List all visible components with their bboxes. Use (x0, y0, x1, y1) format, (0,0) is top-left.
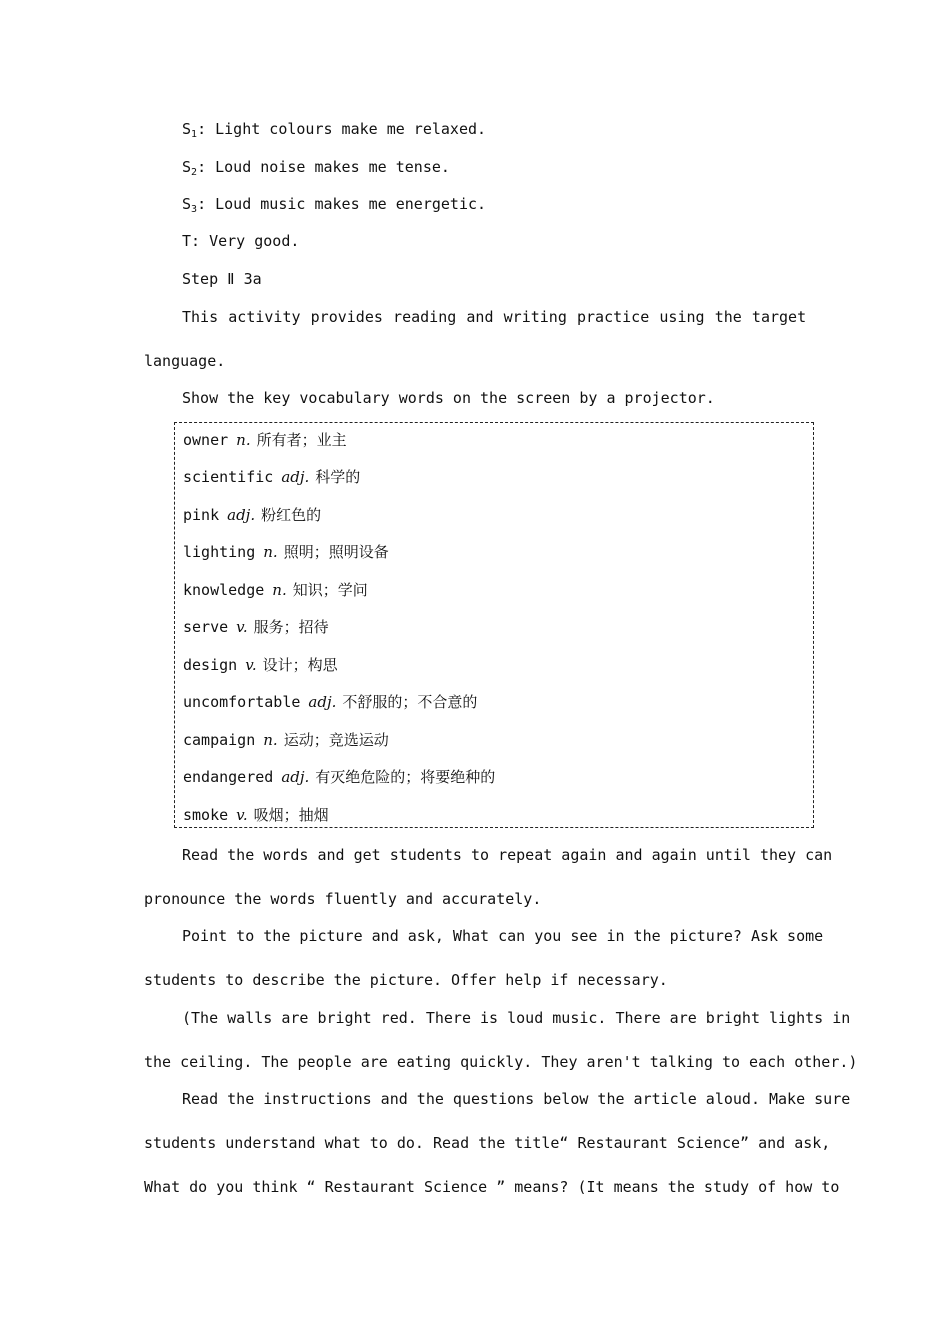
word: activity (228, 308, 301, 326)
vocab-word: scientific (183, 468, 274, 486)
vocab-entry (183, 467, 360, 487)
dialogue-text: : Loud music makes me energetic. (197, 195, 487, 213)
step-heading: Step Ⅱ 3a (182, 270, 262, 288)
vocab-pos: v. (236, 806, 248, 824)
instructions-line-3: What do you think “ Restaurant Science ” means? (It means the study of how to (144, 1178, 840, 1196)
vocab-word: knowledge (183, 581, 265, 599)
activity-line-2: language. (144, 352, 226, 370)
teacher-line: T: Very good. (182, 232, 300, 250)
speaker-label: S (182, 158, 192, 176)
dialogue-line-s3 (182, 194, 486, 217)
vocab-entry (183, 805, 329, 825)
picture-description-line-2: the ceiling. The people are eating quickly. They aren't talking to each other.) (144, 1053, 858, 1071)
vocab-pos: adj. (308, 693, 337, 711)
word: using (659, 308, 705, 326)
vocab-meaning: 吸烟；抽烟 (253, 806, 329, 824)
word: target (751, 308, 807, 326)
vocab-pos: v. (245, 656, 257, 674)
vocab-word: serve (183, 618, 229, 636)
dialogue-line-s2 (182, 157, 450, 180)
show-vocab-instruction: Show the key vocabulary words on the screen by a projector. (182, 389, 715, 407)
point-picture-line-1: Point to the picture and ask, What can you see in the picture? Ask some (182, 927, 824, 945)
vocab-word: design (183, 656, 238, 674)
vocab-pos: adj. (281, 468, 310, 486)
word: and (466, 308, 494, 326)
point-picture-line-2: students to describe the picture. Offer help if necessary. (144, 971, 668, 989)
speaker-label: S (182, 195, 192, 213)
vocab-pos: n. (263, 543, 278, 561)
vocab-entry (183, 430, 347, 450)
vocab-meaning: 设计；构思 (262, 656, 338, 674)
vocab-word: smoke (183, 806, 229, 824)
vocab-meaning: 不舒服的；不合意的 (342, 693, 478, 711)
vocab-word: uncomfortable (183, 693, 301, 711)
dialogue-text: : Loud noise makes me tense. (197, 158, 450, 176)
word: This (182, 308, 219, 326)
vocab-entry (183, 767, 495, 787)
activity-line-1 (182, 307, 806, 327)
instructions-line-1: Read the instructions and the questions below the article aloud. Make sure (182, 1090, 851, 1108)
word: provides (310, 308, 383, 326)
picture-description-line-1: (The walls are bright red. There is loud music. There are bright lights in (182, 1009, 851, 1027)
vocabulary-box (174, 422, 814, 828)
vocab-word: campaign (183, 731, 256, 749)
vocab-entry (183, 505, 321, 525)
vocab-entry (183, 542, 389, 562)
vocab-meaning: 运动；竞选运动 (283, 731, 389, 749)
vocab-entry (183, 617, 329, 637)
speaker-label: S (182, 120, 192, 138)
vocab-entry (183, 655, 338, 675)
word: practice (577, 308, 650, 326)
vocab-entry (183, 730, 389, 750)
vocab-word: owner (183, 431, 229, 449)
vocab-pos: adj. (227, 506, 256, 524)
speaker-subscript: 2 (191, 167, 198, 178)
speaker-subscript: 1 (191, 129, 198, 140)
vocab-word: lighting (183, 543, 256, 561)
word: writing (503, 308, 567, 326)
word: reading (393, 308, 457, 326)
vocab-pos: n. (236, 431, 251, 449)
read-words-line-2: pronounce the words fluently and accurately. (144, 890, 542, 908)
dialogue-line-s1 (182, 119, 486, 142)
vocab-meaning: 有灭绝危险的；将要绝种的 (315, 768, 496, 786)
instructions-line-2: students understand what to do. Read the title“ Restaurant Science” and ask, (144, 1134, 831, 1152)
read-words-line-1: Read the words and get students to repeat again and again until they can (182, 846, 833, 864)
vocab-meaning: 所有者；业主 (256, 431, 347, 449)
vocab-entry (183, 580, 368, 600)
vocab-meaning: 服务；招待 (253, 618, 329, 636)
vocab-pos: n. (263, 731, 278, 749)
speaker-subscript: 3 (191, 204, 198, 215)
vocab-pos: v. (236, 618, 248, 636)
vocab-meaning: 科学的 (315, 468, 361, 486)
word: the (714, 308, 742, 326)
vocab-entry (183, 692, 477, 712)
dialogue-text: : Light colours make me relaxed. (197, 120, 487, 138)
vocab-pos: n. (272, 581, 287, 599)
vocab-word: pink (183, 506, 220, 524)
vocab-word: endangered (183, 768, 274, 786)
vocab-meaning: 知识；学问 (292, 581, 368, 599)
vocab-pos: adj. (281, 768, 310, 786)
vocab-meaning: 照明；照明设备 (283, 543, 389, 561)
vocab-meaning: 粉红色的 (261, 506, 322, 524)
